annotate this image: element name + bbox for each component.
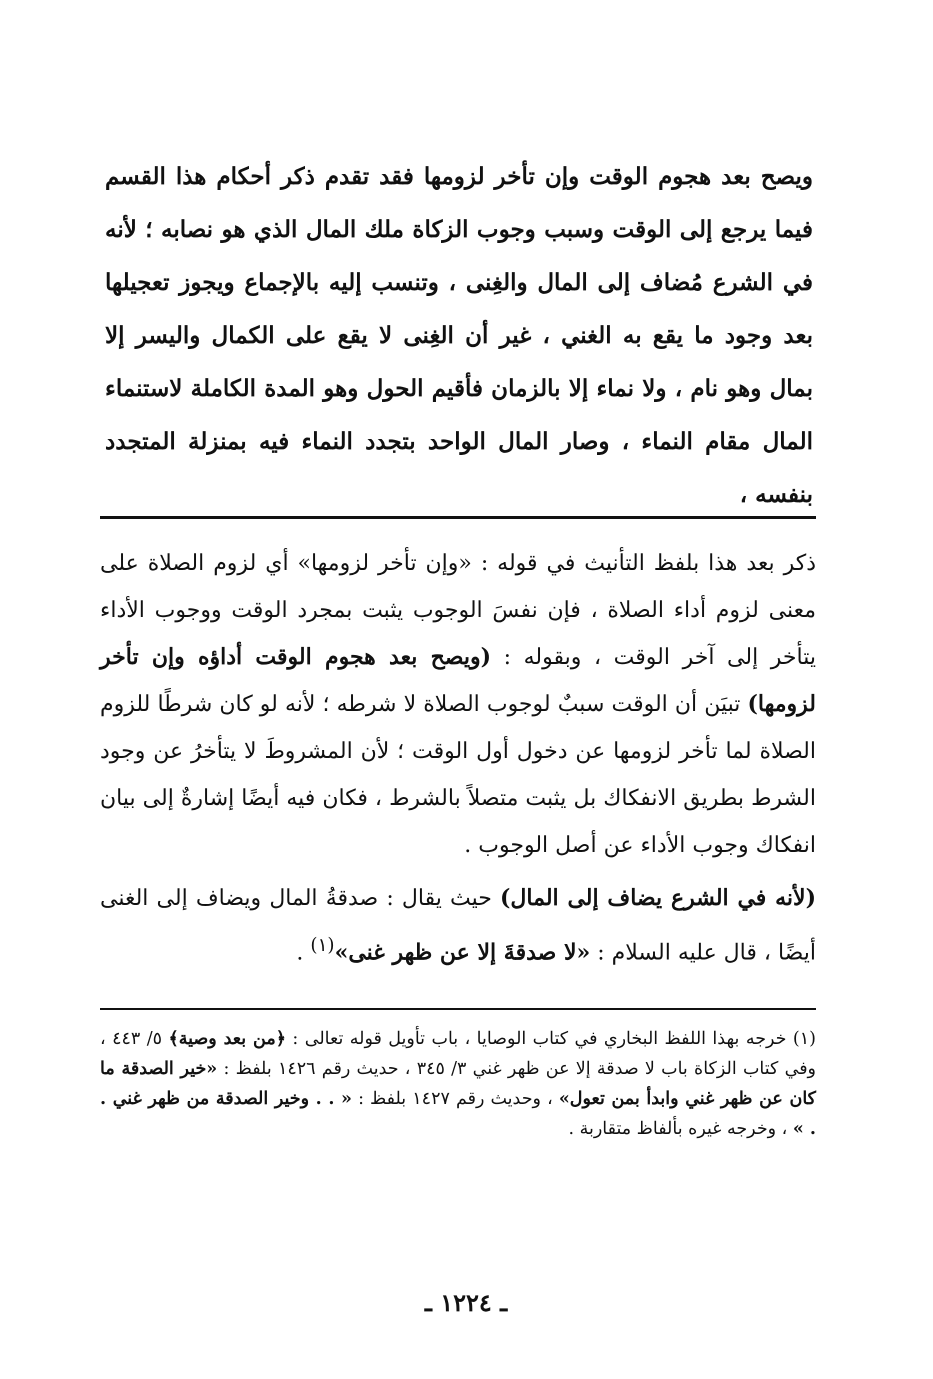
quran-verse: ﴿من بعد وصية﴾ — [168, 1029, 287, 1049]
commentary-paragraph-2 — [100, 875, 816, 976]
sharh-commentary — [100, 540, 816, 976]
footnote-text: (١) خرجه بهذا اللفظ البخاري في كتاب الوصايا ، باب تأويل قوله تعالى : — [286, 1029, 816, 1049]
commentary-text: ذكر بعد هذا بلفظ التأنيث في قوله : «وإن تأخر لزومها» أي لزوم الصلاة على معنى لزوم أداء الصلاة ، فإن نفسَ الوجوب يثبت بمجرد الوقت ووجوب الأداء يتأخر إلى آخر الوقت ، وبقوله : — [100, 551, 816, 670]
section-divider — [100, 516, 816, 519]
footnote-rule — [100, 1008, 816, 1010]
matn-paragraph: ويصح بعد هجوم الوقت وإن تأخر لزومها فقد تقدم ذكر أحكام هذا القسم فيما يرجع إلى الوقت وسبب وجوب الزكاة ملك المال الذي هو نصابه ؛ لأنه في الشرع مُضاف إلى المال والغِنى ، وتنسب إليه بالإجماع ويجوز تعجيلها بعد وجود ما يقع به الغني ، غير أن الغِنى لا يقع على الكمال واليسر إلا بمال وهو نام ، ولا نماء إلا بالزمان فأقيم الحول وهو المدة الكاملة لاستنماء المال مقام النماء ، وصار المال الواحد بتجدد النماء فيه بمنزلة المتجدد بنفسه ، — [105, 163, 813, 508]
commentary-text: تبيَن أن الوقت سببٌ لوجوب الصلاة لا شرطه ؛ لأنه لو كان شرطًا للزوم الصلاة لما تأخر لزومها عن دخول أول الوقت ؛ لأن المشروطَ لا يتأخرُ عن وجود الشرط بطريق الانفكاك بل يثبت متصلاً بالشرط ، فكان فيه أيضًا إشارةٌ إلى بيان انفكاك وجوب الأداء عن أصل الوجوب . — [100, 692, 816, 858]
footnote-text: ٥/ ٤٤٣ ، وفي كتاب الزكاة باب لا صدقة إلا عن ظهر غني ٣/ ٣٤٥ ، حديث رقم ١٤٢٦ بلفظ : — [100, 1029, 817, 1079]
quoted-matn: (ويصح بعد هجوم الوقت أداؤه وإن تأخر لزومها) — [100, 644, 816, 717]
matn-text — [105, 150, 813, 521]
footnote-reference: (١) — [310, 935, 335, 956]
commentary-text: حيث يقال : صدقةُ المال ويضاف إلى الغنى أيضًا ، قال عليه السلام : — [100, 886, 816, 966]
footnote-text: ، وخرجه غيره بألفاظ متقاربة . — [568, 1119, 793, 1139]
commentary-paragraph-1 — [100, 540, 816, 869]
hadith-quote: «لا صدقةَ إلا عن ظهر غنى» — [334, 939, 591, 966]
quoted-matn: (لأنه في الشرع يضاف إلى المال) — [500, 885, 816, 911]
hadith-quote: «خير الصدقة ما كان عن ظهر غني وابدأ بمن تعول» — [100, 1059, 816, 1109]
commentary-text: . — [296, 940, 311, 966]
footnotes — [100, 1024, 816, 1144]
page-number: ـ ١٢٢٤ ـ — [424, 1288, 508, 1317]
hadith-quote: « . . وخير الصدقة من ظهر غني . . » — [100, 1089, 816, 1139]
footnote-text: ، وحديث رقم ١٤٢٧ بلفظ : — [351, 1089, 559, 1109]
footnote-1 — [100, 1024, 816, 1144]
